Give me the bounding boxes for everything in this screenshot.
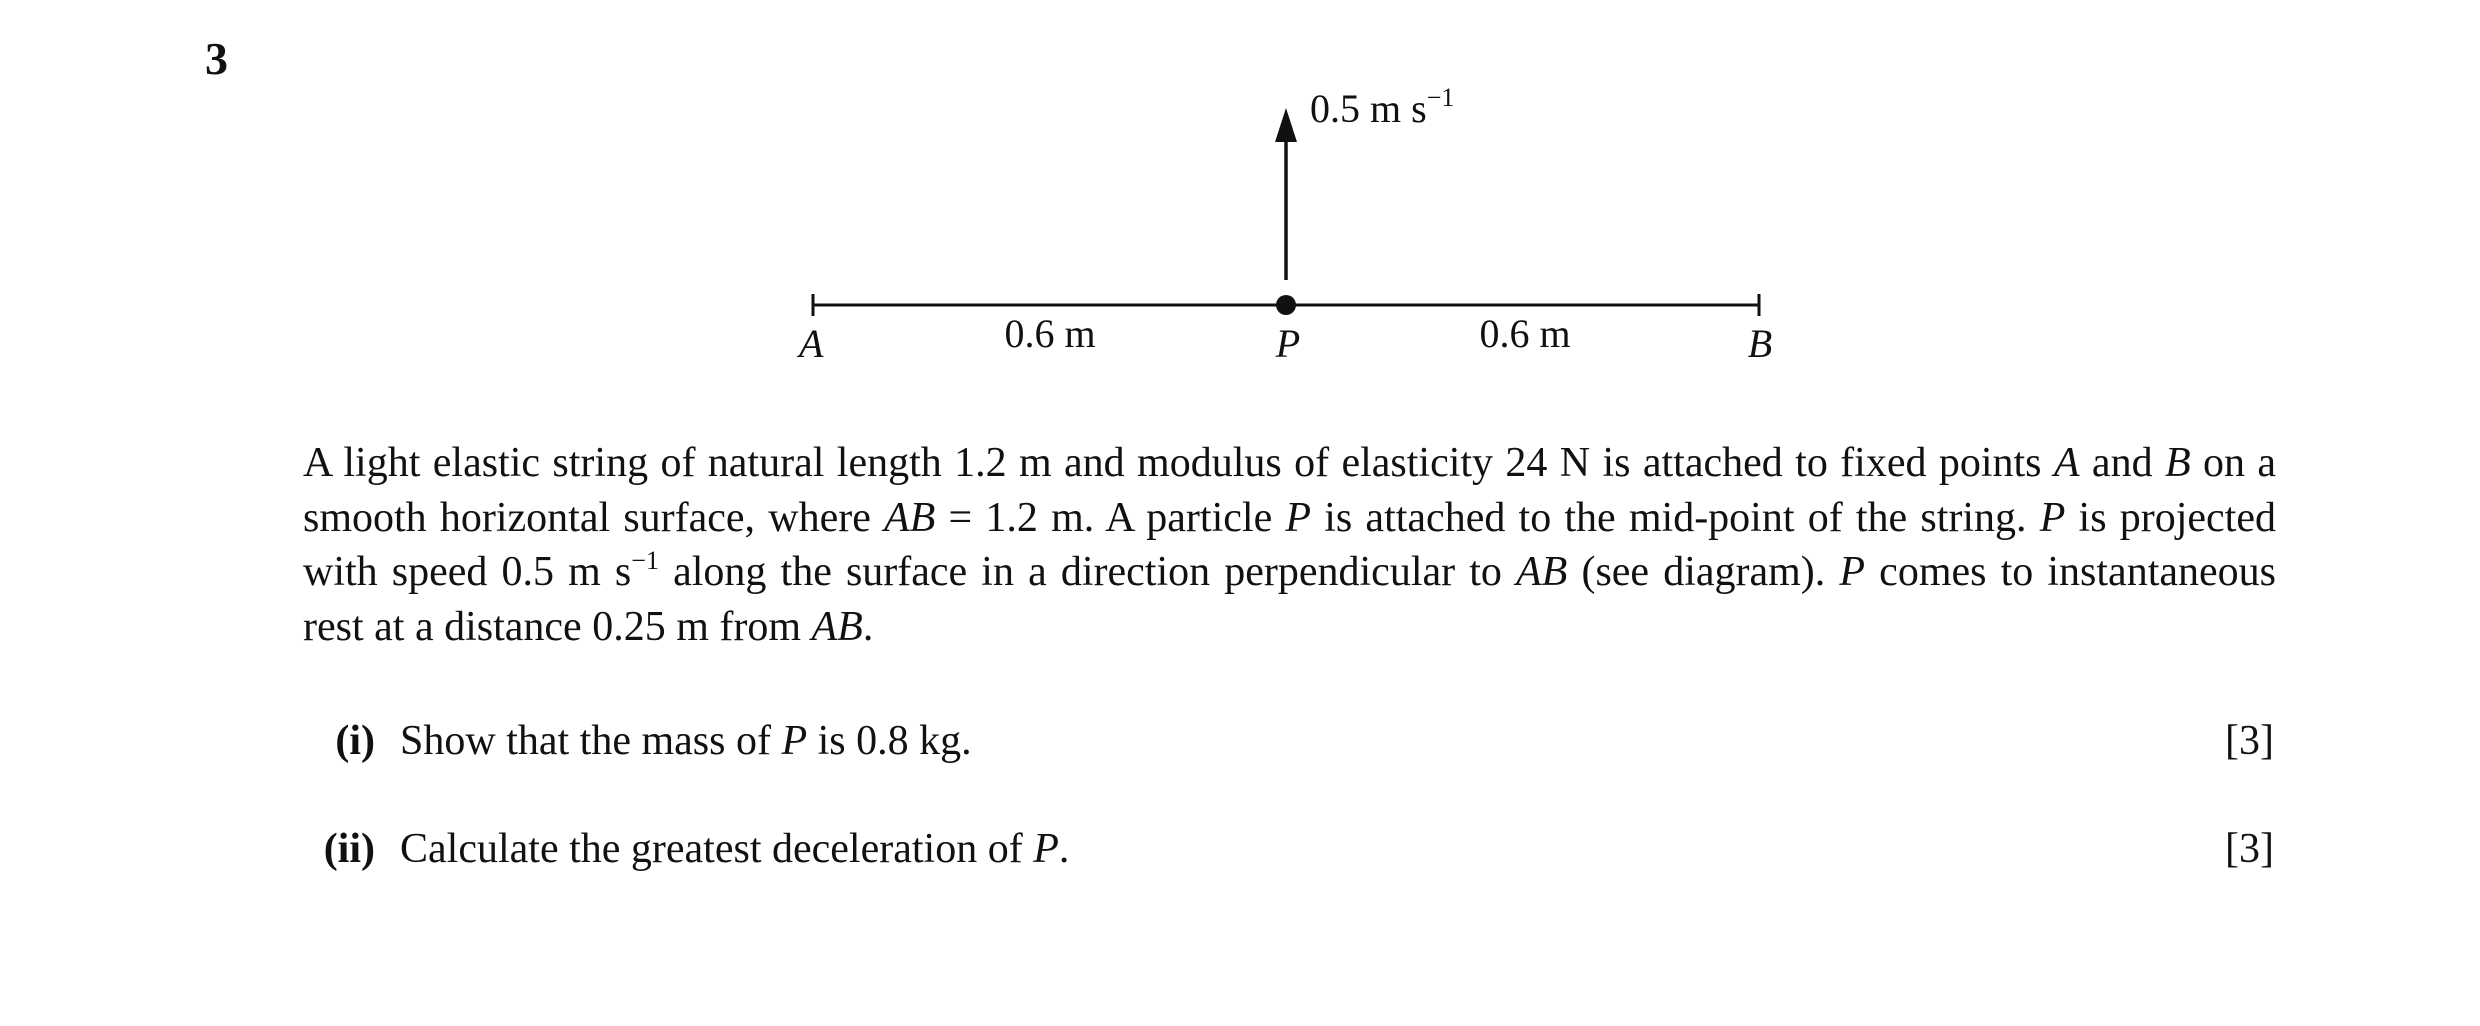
label-a: A xyxy=(799,321,824,366)
velocity-arrowhead xyxy=(1275,108,1297,142)
part-label: (ii) xyxy=(323,826,375,872)
part-text: Show that the mass of P is 0.8 kg. xyxy=(400,718,972,764)
part-label: (i) xyxy=(335,718,375,764)
label-b: B xyxy=(1747,321,1773,366)
part-marks: [3] xyxy=(2225,826,2274,872)
question-number: 3 xyxy=(205,33,228,84)
left-length-label: 0.6 m xyxy=(1004,311,1096,356)
string-diagram xyxy=(0,0,2480,420)
particle-p xyxy=(1276,295,1296,315)
question-paragraph: A light elastic string of natural length 1.2 m and modulus of elasticity 24 N is attached to fixed points A and B on a smooth horizontal surface, where AB = 1.2 m. A particle P is attached to the mid-point of the string. P is projected with speed 0.5 m $s^{-1}$ along the surface in a direction perpendicular to AB (see diagram). P comes to instantaneous rest at a distance 0.25 m from AB. xyxy=(303,440,2276,650)
velocity-label: 0.5 m $s^{-1}$ xyxy=(1310,83,1455,131)
label-p: P xyxy=(1275,321,1301,366)
part-text: Calculate the greatest deceleration of P. xyxy=(400,826,1070,872)
part-marks: [3] xyxy=(2225,718,2274,764)
right-length-label: 0.6 m xyxy=(1479,311,1571,356)
